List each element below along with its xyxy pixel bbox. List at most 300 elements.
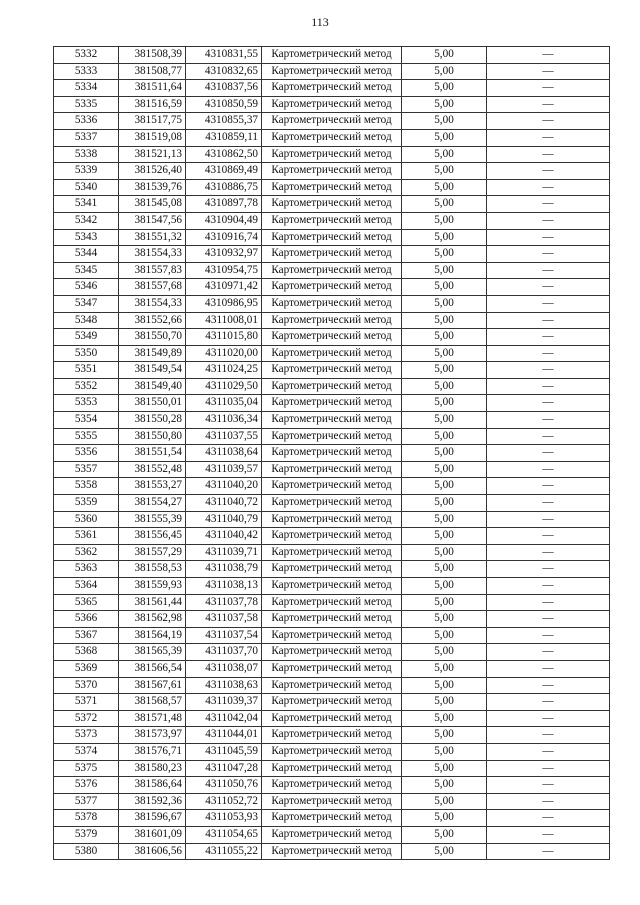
point-number-cell: 5341 bbox=[54, 196, 119, 213]
point-number-cell: 5369 bbox=[54, 660, 119, 677]
point-number-cell: 5361 bbox=[54, 528, 119, 545]
point-number-cell: 5377 bbox=[54, 793, 119, 810]
x-coordinate-cell: 381580,23 bbox=[119, 760, 186, 777]
method-cell: Картометрический метод bbox=[262, 196, 402, 213]
y-coordinate-cell: 4311037,70 bbox=[186, 644, 262, 661]
y-coordinate-cell: 4311042,04 bbox=[186, 710, 262, 727]
x-coordinate-cell: 381556,45 bbox=[119, 528, 186, 545]
note-cell: — bbox=[487, 362, 610, 379]
y-coordinate-cell: 4310862,50 bbox=[186, 146, 262, 163]
accuracy-cell: 5,00 bbox=[402, 395, 487, 412]
point-number-cell: 5349 bbox=[54, 329, 119, 346]
point-number-cell: 5334 bbox=[54, 80, 119, 97]
method-cell: Картометрический метод bbox=[262, 312, 402, 329]
table-row bbox=[54, 727, 610, 744]
point-number-cell: 5355 bbox=[54, 428, 119, 445]
method-cell: Картометрический метод bbox=[262, 412, 402, 429]
accuracy-cell: 5,00 bbox=[402, 63, 487, 80]
table-row bbox=[54, 262, 610, 279]
y-coordinate-cell: 4311037,55 bbox=[186, 428, 262, 445]
table-row bbox=[54, 611, 610, 628]
method-cell: Картометрический метод bbox=[262, 677, 402, 694]
accuracy-cell: 5,00 bbox=[402, 96, 487, 113]
y-coordinate-cell: 4311055,22 bbox=[186, 843, 262, 860]
accuracy-cell: 5,00 bbox=[402, 47, 487, 64]
table-row bbox=[54, 80, 610, 97]
point-number-cell: 5351 bbox=[54, 362, 119, 379]
x-coordinate-cell: 381552,66 bbox=[119, 312, 186, 329]
note-cell: — bbox=[487, 163, 610, 180]
point-number-cell: 5343 bbox=[54, 229, 119, 246]
y-coordinate-cell: 4310855,37 bbox=[186, 113, 262, 130]
note-cell: — bbox=[487, 611, 610, 628]
y-coordinate-cell: 4310869,49 bbox=[186, 163, 262, 180]
y-coordinate-cell: 4311050,76 bbox=[186, 777, 262, 794]
y-coordinate-cell: 4310886,75 bbox=[186, 179, 262, 196]
point-number-cell: 5336 bbox=[54, 113, 119, 130]
point-number-cell: 5374 bbox=[54, 743, 119, 760]
x-coordinate-cell: 381551,32 bbox=[119, 229, 186, 246]
note-cell: — bbox=[487, 395, 610, 412]
accuracy-cell: 5,00 bbox=[402, 312, 487, 329]
accuracy-cell: 5,00 bbox=[402, 760, 487, 777]
y-coordinate-cell: 4311024,25 bbox=[186, 362, 262, 379]
y-coordinate-cell: 4310904,49 bbox=[186, 212, 262, 229]
table-row bbox=[54, 660, 610, 677]
x-coordinate-cell: 381552,48 bbox=[119, 461, 186, 478]
accuracy-cell: 5,00 bbox=[402, 594, 487, 611]
point-number-cell: 5378 bbox=[54, 810, 119, 827]
x-coordinate-cell: 381549,89 bbox=[119, 345, 186, 362]
table-row bbox=[54, 163, 610, 180]
table-row bbox=[54, 561, 610, 578]
table-row bbox=[54, 843, 610, 860]
point-number-cell: 5354 bbox=[54, 412, 119, 429]
table-row bbox=[54, 412, 610, 429]
table-row bbox=[54, 212, 610, 229]
x-coordinate-cell: 381516,59 bbox=[119, 96, 186, 113]
method-cell: Картометрический метод bbox=[262, 279, 402, 296]
x-coordinate-cell: 381550,28 bbox=[119, 412, 186, 429]
accuracy-cell: 5,00 bbox=[402, 362, 487, 379]
y-coordinate-cell: 4310971,42 bbox=[186, 279, 262, 296]
note-cell: — bbox=[487, 810, 610, 827]
x-coordinate-cell: 381557,83 bbox=[119, 262, 186, 279]
table-row bbox=[54, 528, 610, 545]
y-coordinate-cell: 4311037,58 bbox=[186, 611, 262, 628]
accuracy-cell: 5,00 bbox=[402, 129, 487, 146]
method-cell: Картометрический метод bbox=[262, 627, 402, 644]
y-coordinate-cell: 4311038,64 bbox=[186, 445, 262, 462]
note-cell: — bbox=[487, 129, 610, 146]
x-coordinate-cell: 381559,93 bbox=[119, 578, 186, 595]
note-cell: — bbox=[487, 627, 610, 644]
accuracy-cell: 5,00 bbox=[402, 262, 487, 279]
y-coordinate-cell: 4310916,74 bbox=[186, 229, 262, 246]
x-coordinate-cell: 381564,19 bbox=[119, 627, 186, 644]
x-coordinate-cell: 381549,54 bbox=[119, 362, 186, 379]
method-cell: Картометрический метод bbox=[262, 378, 402, 395]
method-cell: Картометрический метод bbox=[262, 611, 402, 628]
method-cell: Картометрический метод bbox=[262, 594, 402, 611]
x-coordinate-cell: 381561,44 bbox=[119, 594, 186, 611]
x-coordinate-cell: 381550,01 bbox=[119, 395, 186, 412]
method-cell: Картометрический метод bbox=[262, 395, 402, 412]
x-coordinate-cell: 381551,54 bbox=[119, 445, 186, 462]
point-number-cell: 5339 bbox=[54, 163, 119, 180]
method-cell: Картометрический метод bbox=[262, 47, 402, 64]
accuracy-cell: 5,00 bbox=[402, 428, 487, 445]
accuracy-cell: 5,00 bbox=[402, 826, 487, 843]
method-cell: Картометрический метод bbox=[262, 295, 402, 312]
x-coordinate-cell: 381562,98 bbox=[119, 611, 186, 628]
note-cell: — bbox=[487, 146, 610, 163]
y-coordinate-cell: 4311039,37 bbox=[186, 694, 262, 711]
x-coordinate-cell: 381565,39 bbox=[119, 644, 186, 661]
y-coordinate-cell: 4311008,01 bbox=[186, 312, 262, 329]
table-row bbox=[54, 445, 610, 462]
accuracy-cell: 5,00 bbox=[402, 660, 487, 677]
method-cell: Картометрический метод bbox=[262, 694, 402, 711]
x-coordinate-cell: 381586,64 bbox=[119, 777, 186, 794]
note-cell: — bbox=[487, 694, 610, 711]
note-cell: — bbox=[487, 478, 610, 495]
y-coordinate-cell: 4311037,54 bbox=[186, 627, 262, 644]
note-cell: — bbox=[487, 179, 610, 196]
y-coordinate-cell: 4311044,01 bbox=[186, 727, 262, 744]
accuracy-cell: 5,00 bbox=[402, 611, 487, 628]
table-row bbox=[54, 627, 610, 644]
note-cell: — bbox=[487, 378, 610, 395]
note-cell: — bbox=[487, 644, 610, 661]
method-cell: Картометрический метод bbox=[262, 163, 402, 180]
accuracy-cell: 5,00 bbox=[402, 627, 487, 644]
note-cell: — bbox=[487, 80, 610, 97]
table-row bbox=[54, 179, 610, 196]
note-cell: — bbox=[487, 47, 610, 64]
x-coordinate-cell: 381549,40 bbox=[119, 378, 186, 395]
accuracy-cell: 5,00 bbox=[402, 445, 487, 462]
y-coordinate-cell: 4311054,65 bbox=[186, 826, 262, 843]
y-coordinate-cell: 4310831,55 bbox=[186, 47, 262, 64]
note-cell: — bbox=[487, 96, 610, 113]
accuracy-cell: 5,00 bbox=[402, 345, 487, 362]
y-coordinate-cell: 4311047,28 bbox=[186, 760, 262, 777]
accuracy-cell: 5,00 bbox=[402, 412, 487, 429]
accuracy-cell: 5,00 bbox=[402, 694, 487, 711]
method-cell: Картометрический метод bbox=[262, 561, 402, 578]
x-coordinate-cell: 381558,53 bbox=[119, 561, 186, 578]
method-cell: Картометрический метод bbox=[262, 660, 402, 677]
x-coordinate-cell: 381576,71 bbox=[119, 743, 186, 760]
note-cell: — bbox=[487, 212, 610, 229]
point-number-cell: 5376 bbox=[54, 777, 119, 794]
x-coordinate-cell: 381596,67 bbox=[119, 810, 186, 827]
accuracy-cell: 5,00 bbox=[402, 677, 487, 694]
x-coordinate-cell: 381592,36 bbox=[119, 793, 186, 810]
method-cell: Картометрический метод bbox=[262, 179, 402, 196]
accuracy-cell: 5,00 bbox=[402, 146, 487, 163]
note-cell: — bbox=[487, 113, 610, 130]
point-number-cell: 5375 bbox=[54, 760, 119, 777]
method-cell: Картометрический метод bbox=[262, 345, 402, 362]
y-coordinate-cell: 4311020,00 bbox=[186, 345, 262, 362]
x-coordinate-cell: 381573,97 bbox=[119, 727, 186, 744]
accuracy-cell: 5,00 bbox=[402, 212, 487, 229]
point-number-cell: 5357 bbox=[54, 461, 119, 478]
method-cell: Картометрический метод bbox=[262, 793, 402, 810]
accuracy-cell: 5,00 bbox=[402, 777, 487, 794]
y-coordinate-cell: 4311015,80 bbox=[186, 329, 262, 346]
accuracy-cell: 5,00 bbox=[402, 279, 487, 296]
y-coordinate-cell: 4310832,65 bbox=[186, 63, 262, 80]
table-row bbox=[54, 694, 610, 711]
accuracy-cell: 5,00 bbox=[402, 793, 487, 810]
note-cell: — bbox=[487, 727, 610, 744]
point-number-cell: 5364 bbox=[54, 578, 119, 595]
note-cell: — bbox=[487, 428, 610, 445]
method-cell: Картометрический метод bbox=[262, 478, 402, 495]
x-coordinate-cell: 381555,39 bbox=[119, 511, 186, 528]
accuracy-cell: 5,00 bbox=[402, 113, 487, 130]
table-row bbox=[54, 495, 610, 512]
method-cell: Картометрический метод bbox=[262, 826, 402, 843]
table-row bbox=[54, 295, 610, 312]
note-cell: — bbox=[487, 677, 610, 694]
method-cell: Картометрический метод bbox=[262, 63, 402, 80]
point-number-cell: 5344 bbox=[54, 246, 119, 263]
note-cell: — bbox=[487, 262, 610, 279]
point-number-cell: 5379 bbox=[54, 826, 119, 843]
method-cell: Картометрический метод bbox=[262, 843, 402, 860]
note-cell: — bbox=[487, 826, 610, 843]
x-coordinate-cell: 381539,76 bbox=[119, 179, 186, 196]
accuracy-cell: 5,00 bbox=[402, 495, 487, 512]
table-row bbox=[54, 461, 610, 478]
method-cell: Картометрический метод bbox=[262, 777, 402, 794]
y-coordinate-cell: 4311035,04 bbox=[186, 395, 262, 412]
note-cell: — bbox=[487, 412, 610, 429]
note-cell: — bbox=[487, 295, 610, 312]
x-coordinate-cell: 381550,80 bbox=[119, 428, 186, 445]
table-row bbox=[54, 710, 610, 727]
method-cell: Картометрический метод bbox=[262, 113, 402, 130]
y-coordinate-cell: 4310859,11 bbox=[186, 129, 262, 146]
table-row bbox=[54, 578, 610, 595]
y-coordinate-cell: 4311040,72 bbox=[186, 495, 262, 512]
x-coordinate-cell: 381526,40 bbox=[119, 163, 186, 180]
accuracy-cell: 5,00 bbox=[402, 461, 487, 478]
accuracy-cell: 5,00 bbox=[402, 644, 487, 661]
table-row bbox=[54, 96, 610, 113]
x-coordinate-cell: 381550,70 bbox=[119, 329, 186, 346]
accuracy-cell: 5,00 bbox=[402, 246, 487, 263]
accuracy-cell: 5,00 bbox=[402, 329, 487, 346]
point-number-cell: 5367 bbox=[54, 627, 119, 644]
x-coordinate-cell: 381567,61 bbox=[119, 677, 186, 694]
x-coordinate-cell: 381547,56 bbox=[119, 212, 186, 229]
y-coordinate-cell: 4311039,57 bbox=[186, 461, 262, 478]
table-row bbox=[54, 229, 610, 246]
accuracy-cell: 5,00 bbox=[402, 810, 487, 827]
note-cell: — bbox=[487, 544, 610, 561]
method-cell: Картометрический метод bbox=[262, 229, 402, 246]
y-coordinate-cell: 4311052,72 bbox=[186, 793, 262, 810]
table-row bbox=[54, 279, 610, 296]
note-cell: — bbox=[487, 594, 610, 611]
table-row bbox=[54, 826, 610, 843]
point-number-cell: 5363 bbox=[54, 561, 119, 578]
x-coordinate-cell: 381557,29 bbox=[119, 544, 186, 561]
point-number-cell: 5337 bbox=[54, 129, 119, 146]
point-number-cell: 5353 bbox=[54, 395, 119, 412]
note-cell: — bbox=[487, 710, 610, 727]
note-cell: — bbox=[487, 578, 610, 595]
note-cell: — bbox=[487, 345, 610, 362]
point-number-cell: 5373 bbox=[54, 727, 119, 744]
y-coordinate-cell: 4310954,75 bbox=[186, 262, 262, 279]
method-cell: Картометрический метод bbox=[262, 445, 402, 462]
point-number-cell: 5335 bbox=[54, 96, 119, 113]
y-coordinate-cell: 4311038,13 bbox=[186, 578, 262, 595]
note-cell: — bbox=[487, 777, 610, 794]
point-number-cell: 5366 bbox=[54, 611, 119, 628]
accuracy-cell: 5,00 bbox=[402, 578, 487, 595]
method-cell: Картометрический метод bbox=[262, 743, 402, 760]
accuracy-cell: 5,00 bbox=[402, 196, 487, 213]
y-coordinate-cell: 4311029,50 bbox=[186, 378, 262, 395]
method-cell: Картометрический метод bbox=[262, 528, 402, 545]
table-row bbox=[54, 345, 610, 362]
accuracy-cell: 5,00 bbox=[402, 743, 487, 760]
point-number-cell: 5380 bbox=[54, 843, 119, 860]
accuracy-cell: 5,00 bbox=[402, 710, 487, 727]
method-cell: Картометрический метод bbox=[262, 511, 402, 528]
note-cell: — bbox=[487, 793, 610, 810]
x-coordinate-cell: 381554,33 bbox=[119, 295, 186, 312]
accuracy-cell: 5,00 bbox=[402, 843, 487, 860]
method-cell: Картометрический метод bbox=[262, 246, 402, 263]
table-row bbox=[54, 743, 610, 760]
method-cell: Картометрический метод bbox=[262, 644, 402, 661]
accuracy-cell: 5,00 bbox=[402, 163, 487, 180]
point-number-cell: 5345 bbox=[54, 262, 119, 279]
table-row bbox=[54, 544, 610, 561]
x-coordinate-cell: 381521,13 bbox=[119, 146, 186, 163]
y-coordinate-cell: 4310897,78 bbox=[186, 196, 262, 213]
coordinates-table-body bbox=[54, 47, 610, 860]
method-cell: Картометрический метод bbox=[262, 710, 402, 727]
table-row bbox=[54, 146, 610, 163]
accuracy-cell: 5,00 bbox=[402, 528, 487, 545]
point-number-cell: 5362 bbox=[54, 544, 119, 561]
table-row bbox=[54, 362, 610, 379]
x-coordinate-cell: 381568,57 bbox=[119, 694, 186, 711]
method-cell: Картометрический метод bbox=[262, 329, 402, 346]
method-cell: Картометрический метод bbox=[262, 146, 402, 163]
point-number-cell: 5346 bbox=[54, 279, 119, 296]
point-number-cell: 5332 bbox=[54, 47, 119, 64]
accuracy-cell: 5,00 bbox=[402, 80, 487, 97]
point-number-cell: 5358 bbox=[54, 478, 119, 495]
point-number-cell: 5333 bbox=[54, 63, 119, 80]
method-cell: Картометрический метод bbox=[262, 461, 402, 478]
x-coordinate-cell: 381566,54 bbox=[119, 660, 186, 677]
point-number-cell: 5350 bbox=[54, 345, 119, 362]
y-coordinate-cell: 4310986,95 bbox=[186, 295, 262, 312]
note-cell: — bbox=[487, 279, 610, 296]
note-cell: — bbox=[487, 196, 610, 213]
accuracy-cell: 5,00 bbox=[402, 378, 487, 395]
accuracy-cell: 5,00 bbox=[402, 179, 487, 196]
table-row bbox=[54, 63, 610, 80]
table-row bbox=[54, 594, 610, 611]
accuracy-cell: 5,00 bbox=[402, 295, 487, 312]
y-coordinate-cell: 4310850,59 bbox=[186, 96, 262, 113]
method-cell: Картометрический метод bbox=[262, 544, 402, 561]
accuracy-cell: 5,00 bbox=[402, 561, 487, 578]
method-cell: Картометрический метод bbox=[262, 129, 402, 146]
table-row bbox=[54, 312, 610, 329]
point-number-cell: 5371 bbox=[54, 694, 119, 711]
y-coordinate-cell: 4311053,93 bbox=[186, 810, 262, 827]
y-coordinate-cell: 4311045,59 bbox=[186, 743, 262, 760]
x-coordinate-cell: 381511,64 bbox=[119, 80, 186, 97]
accuracy-cell: 5,00 bbox=[402, 478, 487, 495]
note-cell: — bbox=[487, 461, 610, 478]
note-cell: — bbox=[487, 312, 610, 329]
coordinates-table bbox=[53, 46, 610, 860]
x-coordinate-cell: 381517,75 bbox=[119, 113, 186, 130]
accuracy-cell: 5,00 bbox=[402, 229, 487, 246]
table-row bbox=[54, 677, 610, 694]
y-coordinate-cell: 4311038,79 bbox=[186, 561, 262, 578]
point-number-cell: 5338 bbox=[54, 146, 119, 163]
point-number-cell: 5352 bbox=[54, 378, 119, 395]
y-coordinate-cell: 4310932,97 bbox=[186, 246, 262, 263]
table-row bbox=[54, 793, 610, 810]
point-number-cell: 5365 bbox=[54, 594, 119, 611]
point-number-cell: 5360 bbox=[54, 511, 119, 528]
y-coordinate-cell: 4311040,42 bbox=[186, 528, 262, 545]
point-number-cell: 5348 bbox=[54, 312, 119, 329]
x-coordinate-cell: 381545,08 bbox=[119, 196, 186, 213]
table-row bbox=[54, 329, 610, 346]
point-number-cell: 5342 bbox=[54, 212, 119, 229]
method-cell: Картометрический метод bbox=[262, 262, 402, 279]
note-cell: — bbox=[487, 843, 610, 860]
y-coordinate-cell: 4311040,20 bbox=[186, 478, 262, 495]
y-coordinate-cell: 4311040,79 bbox=[186, 511, 262, 528]
accuracy-cell: 5,00 bbox=[402, 544, 487, 561]
table-row bbox=[54, 113, 610, 130]
note-cell: — bbox=[487, 495, 610, 512]
point-number-cell: 5347 bbox=[54, 295, 119, 312]
page-number: 113 bbox=[311, 15, 329, 29]
y-coordinate-cell: 4311036,34 bbox=[186, 412, 262, 429]
point-number-cell: 5370 bbox=[54, 677, 119, 694]
table-row bbox=[54, 196, 610, 213]
table-row bbox=[54, 511, 610, 528]
method-cell: Картометрический метод bbox=[262, 362, 402, 379]
table-row bbox=[54, 810, 610, 827]
x-coordinate-cell: 381601,09 bbox=[119, 826, 186, 843]
method-cell: Картометрический метод bbox=[262, 212, 402, 229]
table-row bbox=[54, 395, 610, 412]
y-coordinate-cell: 4310837,56 bbox=[186, 80, 262, 97]
note-cell: — bbox=[487, 561, 610, 578]
point-number-cell: 5359 bbox=[54, 495, 119, 512]
